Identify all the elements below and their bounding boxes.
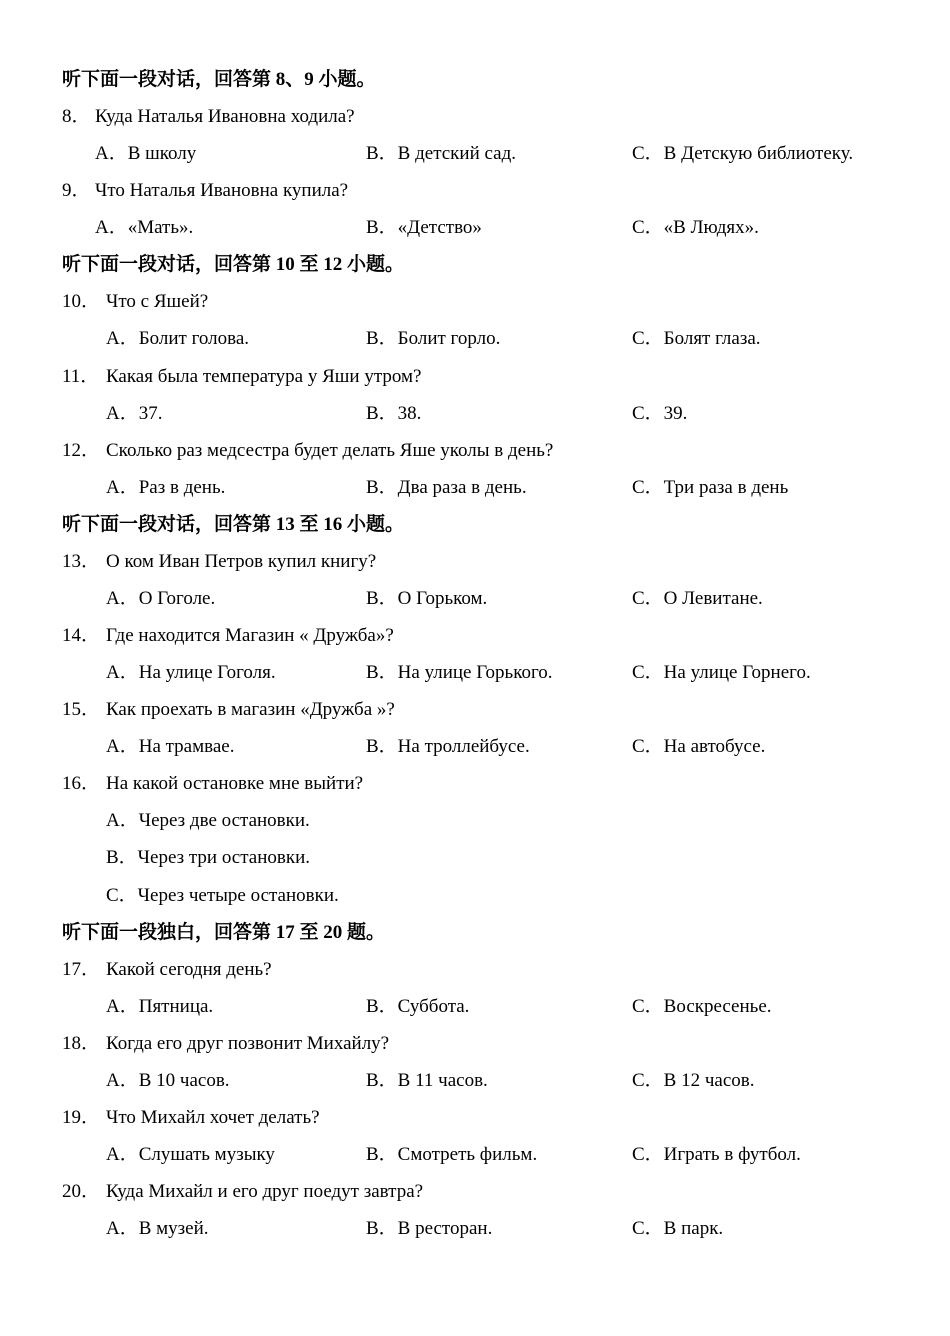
question-text: Как проехать в магазин «Дружба »? [106, 699, 395, 720]
answer-option-a: A．Пятница. [106, 996, 214, 1017]
question-row [0, 362, 950, 392]
question-text: Где находится Магазин « Дружба»? [106, 625, 394, 646]
question-row [0, 102, 950, 132]
answer-option-b: B．На троллейбусе. [366, 736, 530, 757]
answer-option-a: A．На улице Гоголя. [106, 662, 276, 683]
question-text: Какая была температура у Яши утром? [106, 366, 422, 387]
answer-option-c: C．Воскресенье. [632, 996, 772, 1017]
answer-option-c: C．В 12 часов. [632, 1070, 755, 1091]
question-text: Куда Михайл и его друг поедут завтра? [106, 1181, 424, 1202]
answer-option-a: A．О Гоголе. [106, 588, 216, 609]
section-heading [0, 510, 950, 540]
answer-option-b: B．В ресторан. [366, 1218, 493, 1239]
section-heading-text: 听下面一段对话，回答第 8、9 小题。 [62, 69, 376, 90]
answer-option-b: B．На улице Горького. [366, 662, 553, 683]
answer-option-a: A．Болит голова. [106, 328, 250, 349]
section-heading-text: 听下面一段对话，回答第 13 至 16 小题。 [62, 514, 405, 535]
answer-option-c: C．В Детскую библиотеку. [632, 143, 854, 164]
answer-option-c: C．Болят глаза. [632, 328, 761, 349]
options-row [0, 324, 950, 354]
options-row [0, 1214, 950, 1244]
question-row [0, 955, 950, 985]
question-text: Сколько раз медсестра будет делать Яше уколы в день? [106, 440, 554, 461]
question-number: 14． [62, 625, 101, 646]
answer-option-a: A．«Мать». [95, 217, 194, 238]
answer-option-a: A．В музей. [106, 1218, 209, 1239]
answer-option: A．Через две остановки. [106, 810, 310, 831]
answer-option-b: B．Два раза в день. [366, 477, 527, 498]
question-row [0, 1103, 950, 1133]
question-number: 12． [62, 440, 101, 461]
question-text: Что Наталья Ивановна купила? [95, 180, 349, 201]
section-heading-text: 听下面一段独白，回答第 17 至 20 题。 [62, 922, 386, 943]
answer-option-b: B．Смотреть фильм. [366, 1144, 538, 1165]
question-text: Что Михайл хочет делать? [106, 1107, 320, 1128]
answer-option-row [0, 843, 950, 873]
question-row [0, 176, 950, 206]
answer-option-b: B．В детский сад. [366, 143, 516, 164]
options-row [0, 473, 950, 503]
question-number: 20． [62, 1181, 101, 1202]
answer-option-a: A．Раз в день. [106, 477, 226, 498]
question-number: 9． [62, 180, 91, 201]
question-row [0, 436, 950, 466]
question-text: Что с Яшей? [106, 291, 209, 312]
question-number: 15． [62, 699, 101, 720]
section-heading [0, 918, 950, 948]
answer-option: C．Через четыре остановки. [106, 885, 339, 906]
answer-option-c: C．О Левитане. [632, 588, 763, 609]
answer-option-c: C．Играть в футбол. [632, 1144, 801, 1165]
question-row [0, 287, 950, 317]
question-text: О ком Иван Петров купил книгу? [106, 551, 377, 572]
options-row [0, 584, 950, 614]
options-row [0, 399, 950, 429]
question-row [0, 769, 950, 799]
section-heading-text: 听下面一段对话，回答第 10 至 12 小题。 [62, 254, 405, 275]
options-row [0, 732, 950, 762]
answer-option-a: A．На трамвае. [106, 736, 235, 757]
question-row [0, 621, 950, 651]
answer-option-b: B．О Горьком. [366, 588, 488, 609]
answer-option-c: C．В парк. [632, 1218, 724, 1239]
answer-option: B．Через три остановки. [106, 847, 310, 868]
answer-option-row [0, 806, 950, 836]
answer-option-c: C．На автобусе. [632, 736, 766, 757]
answer-option-b: B．В 11 часов. [366, 1070, 488, 1091]
question-number: 17． [62, 959, 101, 980]
question-text: Когда его друг позвонит Михайлу? [106, 1033, 390, 1054]
question-number: 8． [62, 106, 91, 127]
options-row [0, 1066, 950, 1096]
question-text: Куда Наталья Ивановна ходила? [95, 106, 355, 127]
question-row [0, 547, 950, 577]
question-text: На какой остановке мне выйти? [106, 773, 364, 794]
question-number: 18． [62, 1033, 101, 1054]
options-row [0, 1140, 950, 1170]
question-number: 13． [62, 551, 101, 572]
answer-option-b: B．38. [366, 403, 422, 424]
answer-option-a: A．В школу [95, 143, 197, 164]
options-row [0, 213, 950, 243]
options-row [0, 658, 950, 688]
question-number: 10． [62, 291, 101, 312]
question-number: 11． [62, 366, 100, 387]
answer-option-a: A．В 10 часов. [106, 1070, 230, 1091]
question-number: 16． [62, 773, 101, 794]
answer-option-a: A．Слушать музыку [106, 1144, 275, 1165]
question-number: 19． [62, 1107, 101, 1128]
answer-option-b: B．«Детство» [366, 217, 482, 238]
answer-option-b: B．Суббота. [366, 996, 470, 1017]
question-row [0, 1177, 950, 1207]
question-text: Какой сегодня день? [106, 959, 272, 980]
options-row [0, 992, 950, 1022]
section-heading [0, 65, 950, 95]
question-row [0, 1029, 950, 1059]
answer-option-a: A．37. [106, 403, 163, 424]
answer-option-c: C．На улице Горнего. [632, 662, 811, 683]
answer-option-c: C．Три раза в день [632, 477, 789, 498]
answer-option-c: C．«В Людях». [632, 217, 759, 238]
options-row [0, 139, 950, 169]
answer-option-b: B．Болит горло. [366, 328, 501, 349]
answer-option-row [0, 881, 950, 911]
question-row [0, 695, 950, 725]
answer-option-c: C．39. [632, 403, 688, 424]
section-heading [0, 250, 950, 280]
